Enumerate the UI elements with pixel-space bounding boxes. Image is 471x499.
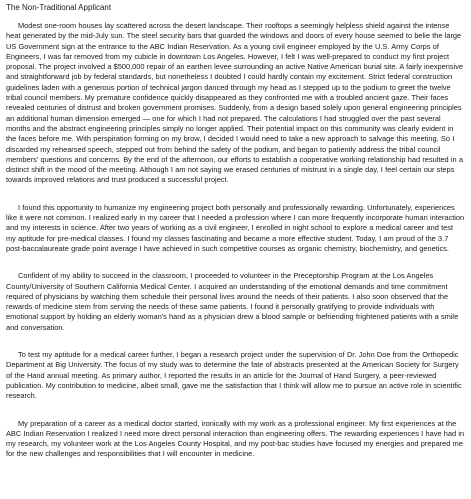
paragraph-2: I found this opportunity to humanize my engineering project both personally and professionally rewarding. Unfortunately, experiences like it were not common. I realized early in my career that I needed a profession where I can more frequently incorporate human interaction and my interests in science. After two years of working as a civil engineer, I enrolled in night school to explore a medical career and test my aptitude for pre-medical classes. I found my classes fascinating and became a more effective student. Today, I am proud of the 3.7 post-baccalaureate grade point average I have achieved in such competitive courses as organic chemistry, biochemistry, and genetics.: [6, 202, 465, 253]
paragraph-1: Modest one-room houses lay scattered across the desert landscape. Their rooftops a seemingly helpless shield against the intense heat generated by the mid-July sun. The steel security bars that guarded the windows and doors of every house seemed to belie the large US Government sign at the entrance to the ABC Indian Reservation. As a young civil engineer employed by the U.S. Army Corps of Engineers, I was far removed from my cubicle in downtown Los Angeles. However, I felt I was well-prepared to conduct my first project proposal. The project involved a $500,000 repair of an earthen levee surrounding an active Native American burial site. A fairly inexpensive and straightforward job by federal standards, but nonetheless I doubted I could hardly contain my excitement. Strict federal construction guidelines laden with a generous portion of technical jargon danced through my head as I stepped up to the podium to greet the twelve tribal council members. My premature confidence quickly disappeared as they confronted me with a troubled ancient gaze. Their faces revealed centuries of distrust and broken government promises. Suddenly, from a design based solely upon general engineering principles an additional human dimension emerged — one for which I had not prepared. The calculations I had struggled over the past several months and the abstract engineering principles simply no longer applied. Their potential impact on this community was clearly evident in the faces before me. With perspiration forming on my brow, I decided I would need to take a new approach to salvage this meeting. So I discarded my rehearsed speech, stepped out from behind the safety of the podium, and began to patiently address the tribal council members' questions and concerns. By the end of the afternoon, our efforts to establish a cooperative working relationship had resulted in a distinct shift in the mood of the meeting. Although I am not saying we erased centuries of mistrust in a single day, I feel certain our steps towards improved relations and trust produced a successful project.: [6, 21, 464, 185]
paragraph-5: My preparation of a career as a medical doctor started, ironically with my work as a professional engineer. My first experiences at the ABC Indian Reservation I realized I need more direct personal interaction than engineering offers. The rewarding experiences I have had in my research, my volunteer work at the Los Angeles County Hospital, and my post-bac studies have focused my energies and prepared me for the new challenges and responsibilities that I will encounter in medicine.: [6, 418, 465, 459]
essay-title: The Non-Traditional Applicant: [6, 3, 112, 12]
paragraph-3: Confident of my ability to succeed in the classroom, I proceeded to volunteer in the Preceptorship Program at the Los Angeles County/University of Southern California Medical Center. I acquired an understanding of the emotional demands and time commitment required of physicians by watching them schedule their personal lives around the needs of their patients. I also soon observed that the rewards of medicine stem from serving the needs of these same patients. I found it personally gratifying to provide individuals with emotional support by holding an elderly woman's hand as a physician drew a blood sample or befriending frightened patients with a smile and conversation.: [6, 271, 459, 332]
paragraph-4: To test my aptitude for a medical career further, I began a research project under the supervision of Dr. John Doe from the Orthopedic Department at Big University. The focus of my study was to determine the fate of abstracts presented at the American Society for Surgery of the Hand annual meeting. As primary author, I reported the results in an article for the Journal of Hand Surgery, a peer-reviewed publication. My contribution to medicine, albeit small, gave me the satisfaction that I think will allow me to pursue an active role in scientific research.: [6, 350, 462, 401]
